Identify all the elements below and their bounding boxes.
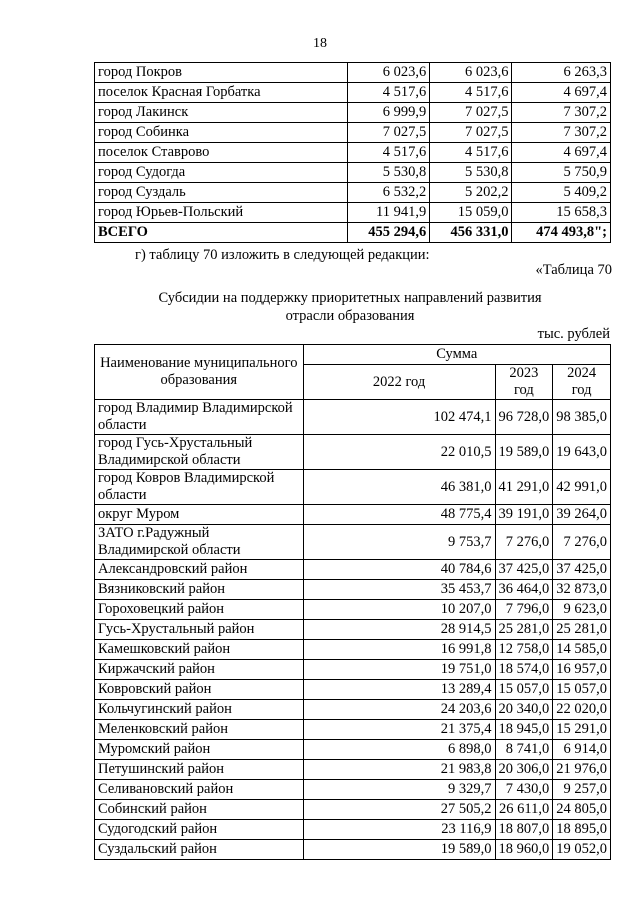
cell-name: поселок Ставрово — [95, 143, 348, 163]
cell-value: 15 057,0 — [553, 680, 611, 700]
cell-value: 21 976,0 — [553, 760, 611, 780]
cell-value: 15 059,0 — [430, 203, 512, 223]
table-row — [95, 740, 611, 760]
cell-name: Петушинский район — [95, 760, 304, 780]
cell-value: 23 116,9 — [303, 820, 495, 840]
table-main — [94, 344, 611, 860]
cell-name: город Владимир Владимирской области — [95, 400, 304, 435]
cell-value: 7 027,5 — [430, 123, 512, 143]
table-row — [95, 580, 611, 600]
table-row — [95, 640, 611, 660]
cell-name: Собинский район — [95, 800, 304, 820]
cell-value: 102 474,1 — [303, 400, 495, 435]
table-row — [95, 780, 611, 800]
cell-value: 19 589,0 — [303, 840, 495, 860]
cell-name: город Юрьев-Польский — [95, 203, 348, 223]
table-row — [95, 163, 611, 183]
cell-value: 20 340,0 — [495, 700, 553, 720]
cell-value: 16 991,8 — [303, 640, 495, 660]
table-row — [95, 183, 611, 203]
cell-value: 4 517,6 — [348, 83, 430, 103]
cell-name: Кольчугинский район — [95, 700, 304, 720]
cell-value: 5 750,9 — [512, 163, 611, 183]
cell-value: 22 010,5 — [303, 435, 495, 470]
table-row — [95, 400, 611, 435]
table-row — [95, 123, 611, 143]
cell-value: 15 057,0 — [495, 680, 553, 700]
cell-value: 98 385,0 — [553, 400, 611, 435]
cell-value: 6 023,6 — [348, 63, 430, 83]
cell-value: 9 329,7 — [303, 780, 495, 800]
table-row — [95, 223, 611, 243]
cell-name: ЗАТО г.Радужный Владимирской области — [95, 525, 304, 560]
cell-value: 5 530,8 — [430, 163, 512, 183]
cell-value: 7 430,0 — [495, 780, 553, 800]
cell-name: ВСЕГО — [95, 223, 348, 243]
cell-value: 4 697,4 — [512, 83, 611, 103]
cell-name: округ Муром — [95, 505, 304, 525]
cell-value: 4 697,4 — [512, 143, 611, 163]
table-row — [95, 660, 611, 680]
table-row — [95, 700, 611, 720]
cell-value: 19 751,0 — [303, 660, 495, 680]
cell-name: город Покров — [95, 63, 348, 83]
cell-value: 7 027,5 — [430, 103, 512, 123]
cell-name: город Суздаль — [95, 183, 348, 203]
table-row — [95, 83, 611, 103]
table-row — [95, 103, 611, 123]
table-row — [95, 435, 611, 470]
cell-value: 7 307,2 — [512, 123, 611, 143]
cell-value: 7 796,0 — [495, 600, 553, 620]
cell-name: Гусь-Хрустальный район — [95, 620, 304, 640]
cell-name: поселок Красная Горбатка — [95, 83, 348, 103]
cell-value: 19 052,0 — [553, 840, 611, 860]
table-top — [94, 62, 611, 243]
table-row — [95, 560, 611, 580]
cell-name: Судогодский район — [95, 820, 304, 840]
table-row — [95, 760, 611, 780]
table-row — [95, 203, 611, 223]
cell-value: 96 728,0 — [495, 400, 553, 435]
cell-value: 6 023,6 — [430, 63, 512, 83]
table-row — [95, 470, 611, 505]
cell-value: 21 375,4 — [303, 720, 495, 740]
page-number: 18 — [313, 36, 327, 51]
cell-value: 24 203,6 — [303, 700, 495, 720]
table-row — [95, 680, 611, 700]
cell-value: 6 263,3 — [512, 63, 611, 83]
cell-value: 22 020,0 — [553, 700, 611, 720]
units-label: тыс. рублей — [537, 326, 610, 342]
header-year: 2024 год — [553, 365, 611, 400]
cell-name: город Лакинск — [95, 103, 348, 123]
table-row — [95, 620, 611, 640]
cell-value: 18 960,0 — [495, 840, 553, 860]
cell-name: город Собинка — [95, 123, 348, 143]
cell-name: Суздальский район — [95, 840, 304, 860]
cell-value: 7 307,2 — [512, 103, 611, 123]
cell-value: 35 453,7 — [303, 580, 495, 600]
cell-name: город Гусь-Хрустальный Владимирской области — [95, 435, 304, 470]
cell-value: 8 741,0 — [495, 740, 553, 760]
cell-value: 4 517,6 — [430, 143, 512, 163]
table-row — [95, 820, 611, 840]
cell-value: 40 784,6 — [303, 560, 495, 580]
cell-name: город Ковров Владимирской области — [95, 470, 304, 505]
cell-name: Меленковский район — [95, 720, 304, 740]
cell-value: 21 983,8 — [303, 760, 495, 780]
cell-value: 25 281,0 — [553, 620, 611, 640]
cell-value: 18 895,0 — [553, 820, 611, 840]
table-label: «Таблица 70 — [535, 262, 612, 278]
cell-value: 25 281,0 — [495, 620, 553, 640]
cell-name: Киржачский район — [95, 660, 304, 680]
cell-name: Ковровский район — [95, 680, 304, 700]
cell-value: 18 574,0 — [495, 660, 553, 680]
table-row — [95, 63, 611, 83]
cell-name: Александровский район — [95, 560, 304, 580]
cell-value: 7 276,0 — [495, 525, 553, 560]
table-row — [95, 600, 611, 620]
cell-value: 26 611,0 — [495, 800, 553, 820]
cell-name: Селивановский район — [95, 780, 304, 800]
cell-value: 6 532,2 — [348, 183, 430, 203]
cell-value: 39 264,0 — [553, 505, 611, 525]
cell-name: город Судогда — [95, 163, 348, 183]
cell-value: 28 914,5 — [303, 620, 495, 640]
cell-value: 7 276,0 — [553, 525, 611, 560]
cell-value: 41 291,0 — [495, 470, 553, 505]
cell-name: Муромский район — [95, 740, 304, 760]
cell-value: 5 202,2 — [430, 183, 512, 203]
cell-value: 19 643,0 — [553, 435, 611, 470]
table-row — [95, 505, 611, 525]
instruction-text: г) таблицу 70 изложить в следующей редакции: — [135, 247, 430, 263]
table-row — [95, 800, 611, 820]
title-line-1: Субсидии на поддержку приоритетных направлений развития — [158, 290, 542, 306]
cell-value: 42 991,0 — [553, 470, 611, 505]
cell-value: 39 191,0 — [495, 505, 553, 525]
table-row — [95, 143, 611, 163]
cell-value: 11 941,9 — [348, 203, 430, 223]
cell-value: 6 898,0 — [303, 740, 495, 760]
cell-value: 20 306,0 — [495, 760, 553, 780]
cell-value: 37 425,0 — [553, 560, 611, 580]
cell-value: 27 505,2 — [303, 800, 495, 820]
cell-value: 18 945,0 — [495, 720, 553, 740]
cell-value: 19 589,0 — [495, 435, 553, 470]
cell-name: Вязниковский район — [95, 580, 304, 600]
cell-value: 37 425,0 — [495, 560, 553, 580]
header-year: 2022 год — [303, 365, 495, 400]
cell-value: 5 409,2 — [512, 183, 611, 203]
cell-value: 16 957,0 — [553, 660, 611, 680]
cell-value: 15 291,0 — [553, 720, 611, 740]
cell-value: 32 873,0 — [553, 580, 611, 600]
header-name: Наименование муниципального образования — [95, 345, 304, 400]
cell-value: 5 530,8 — [348, 163, 430, 183]
header-year: 2023 год — [495, 365, 553, 400]
cell-value: 9 257,0 — [553, 780, 611, 800]
cell-value: 10 207,0 — [303, 600, 495, 620]
cell-name: Гороховецкий район — [95, 600, 304, 620]
cell-value: 12 758,0 — [495, 640, 553, 660]
cell-value: 474 493,8"; — [512, 223, 611, 243]
title-line-2: отрасли образования — [285, 308, 415, 324]
cell-value: 14 585,0 — [553, 640, 611, 660]
cell-value: 13 289,4 — [303, 680, 495, 700]
cell-value: 456 331,0 — [430, 223, 512, 243]
header-sum: Сумма — [303, 345, 610, 365]
table-row — [95, 525, 611, 560]
cell-value: 6 999,9 — [348, 103, 430, 123]
cell-name: Камешковский район — [95, 640, 304, 660]
cell-value: 46 381,0 — [303, 470, 495, 505]
table-row — [95, 720, 611, 740]
cell-value: 15 658,3 — [512, 203, 611, 223]
cell-value: 4 517,6 — [348, 143, 430, 163]
cell-value: 36 464,0 — [495, 580, 553, 600]
cell-value: 9 623,0 — [553, 600, 611, 620]
cell-value: 24 805,0 — [553, 800, 611, 820]
cell-value: 9 753,7 — [303, 525, 495, 560]
table-row — [95, 840, 611, 860]
cell-value: 7 027,5 — [348, 123, 430, 143]
cell-value: 48 775,4 — [303, 505, 495, 525]
cell-value: 455 294,6 — [348, 223, 430, 243]
cell-value: 6 914,0 — [553, 740, 611, 760]
cell-value: 18 807,0 — [495, 820, 553, 840]
cell-value: 4 517,6 — [430, 83, 512, 103]
